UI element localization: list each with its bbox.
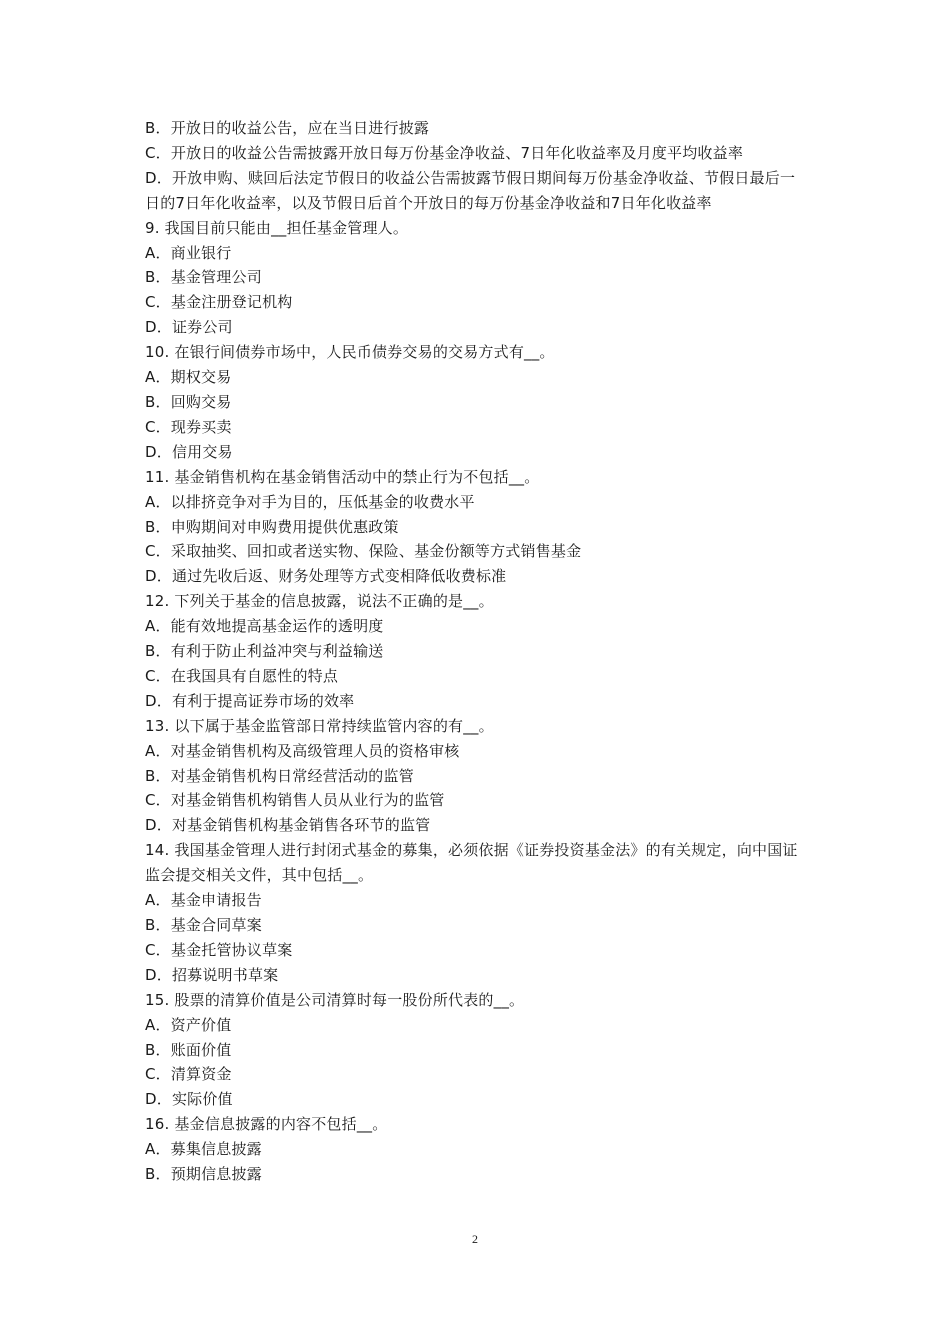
option-line: A．募集信息披露 <box>145 1140 262 1159</box>
option-line: B．基金合同草案 <box>145 916 262 934</box>
option-line: B．申购期间对申购费用提供优惠政策 <box>145 517 399 536</box>
option-line: D．实际价值 <box>145 1090 233 1109</box>
question-line: 13. 以下属于基金监管部日常持续监管内容的有__。 <box>145 716 494 735</box>
option-line: A．期权交易 <box>145 368 232 387</box>
option-line: B．回购交易 <box>145 392 232 411</box>
option-line: B．预期信息披露 <box>145 1165 262 1184</box>
option-line: D．对基金销售机构基金销售各环节的监管 <box>145 816 431 835</box>
option-line: D．招募说明书草案 <box>145 965 279 984</box>
question-line: 9. 我国目前只能由__担任基金管理人。 <box>145 218 409 237</box>
question-line: 10. 在银行间债券市场中，人民币债券交易的交易方式有__。 <box>145 343 555 362</box>
question-line: 14. 我国基金管理人进行封闭式基金的募集，必须依据《证券投资基金法》的有关规定，向中国证监会提交相关文件，其中包括__。 <box>145 841 798 885</box>
option-line: C．基金注册登记机构 <box>145 293 293 312</box>
option-line: C．对基金销售机构销售人员从业行为的监管 <box>145 791 445 810</box>
question-line: 12. 下列关于基金的信息披露，说法不正确的是__。 <box>145 592 494 611</box>
option-line: C．开放日的收益公告需披露开放日每万份基金净收益、7日年化收益率及月度平均收益率 <box>145 143 744 162</box>
option-line: C．在我国具有自愿性的特点 <box>145 666 339 685</box>
option-line: B．开放日的收益公告，应在当日进行披露 <box>145 119 430 137</box>
option-line: A．基金申请报告 <box>145 891 262 910</box>
option-line: B．对基金销售机构日常经营活动的监管 <box>145 766 414 785</box>
option-line: C．采取抽奖、回扣或者送实物、保险、基金份额等方式销售基金 <box>145 542 582 561</box>
question-line: 15. 股票的清算价值是公司清算时每一股份所代表的__。 <box>145 990 525 1009</box>
document-body <box>145 116 810 1187</box>
option-line: D．证券公司 <box>145 318 233 337</box>
option-line: C．基金托管协议草案 <box>145 940 293 959</box>
option-line: A．商业银行 <box>145 243 232 262</box>
option-line: A．以排挤竞争对手为目的，压低基金的收费水平 <box>145 492 475 511</box>
option-line: D．有利于提高证券市场的效率 <box>145 691 355 710</box>
option-line: B．账面价值 <box>145 1040 232 1059</box>
option-line: B．基金管理公司 <box>145 268 262 287</box>
option-line: A．资产价值 <box>145 1015 232 1034</box>
option-line: D．信用交易 <box>145 442 233 461</box>
question-line: 11. 基金销售机构在基金销售活动中的禁止行为不包括__。 <box>145 467 540 486</box>
option-line: C．现券买卖 <box>145 417 232 436</box>
option-line: C．清算资金 <box>145 1065 232 1084</box>
page-number: 2 <box>472 1232 478 1246</box>
option-line: A．对基金销售机构及高级管理人员的资格审核 <box>145 741 460 760</box>
option-line: A．能有效地提高基金运作的透明度 <box>145 617 384 636</box>
option-line: B．有利于防止利益冲突与利益输送 <box>145 642 384 661</box>
option-line: D．通过先收后返、财务处理等方式变相降低收费标准 <box>145 567 507 586</box>
question-line: 16. 基金信息披露的内容不包括__。 <box>145 1115 388 1134</box>
option-line: D．开放申购、赎回后法定节假日的收益公告需披露节假日期间每万份基金净收益、节假日最后一日的7日年化收益率，以及节假日后首个开放日的每万份基金净收益和7日年化收益率 <box>145 168 796 212</box>
